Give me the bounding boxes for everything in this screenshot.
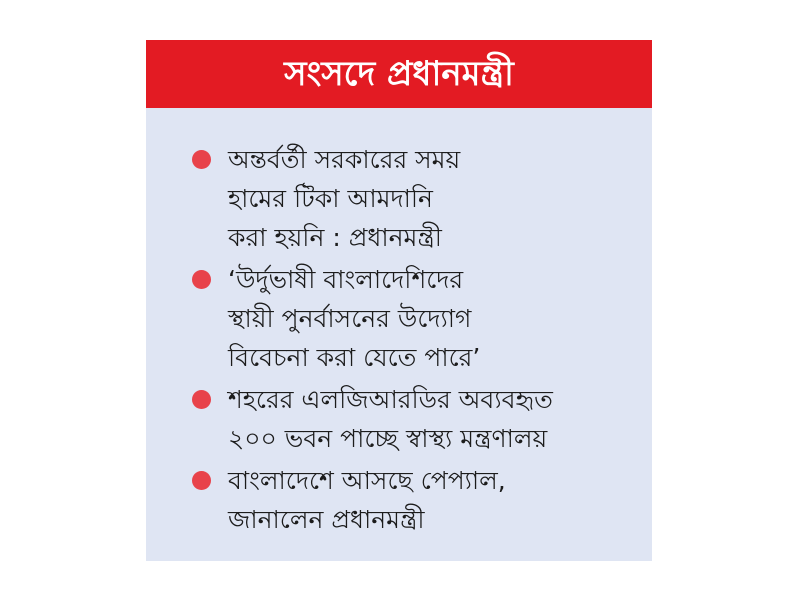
headline-line: করা হয়নি : প্রধানমন্ত্রী <box>228 223 442 252</box>
headline-line: বিবেচনা করা যেতে পারে’ <box>228 343 481 372</box>
headline-list <box>146 140 652 542</box>
headline-item <box>146 380 652 458</box>
headline-line: জানালেন প্রধানমন্ত্রী <box>228 505 425 534</box>
headline-line: বাংলাদেশে আসছে পেপ্যাল, <box>228 466 506 495</box>
headline-item <box>146 260 652 377</box>
headline-line: হামের টিকা আমদানি <box>228 184 433 213</box>
card-title: সংসদে প্রধানমন্ত্রী <box>284 54 514 94</box>
headline-line: ‘উর্দুভাষী বাংলাদেশিদের <box>228 265 464 294</box>
bullet-dot-icon <box>192 150 211 169</box>
headline-line: শহরের এলজিআরডির অব্যবহৃত <box>228 385 553 414</box>
news-summary-card <box>146 40 652 561</box>
headline-line: অন্তর্বর্তী সরকারের সময় <box>228 145 461 174</box>
headline-item <box>146 140 652 257</box>
card-header <box>146 40 652 108</box>
headline-item <box>146 461 652 539</box>
headline-line: ২০০ ভবন পাচ্ছে স্বাস্থ্য মন্ত্রণালয় <box>228 424 548 453</box>
bullet-dot-icon <box>192 390 211 409</box>
bullet-dot-icon <box>192 471 211 490</box>
headline-line: স্থায়ী পুনর্বাসনের উদ্যোগ <box>228 304 472 333</box>
bullet-dot-icon <box>192 270 211 289</box>
